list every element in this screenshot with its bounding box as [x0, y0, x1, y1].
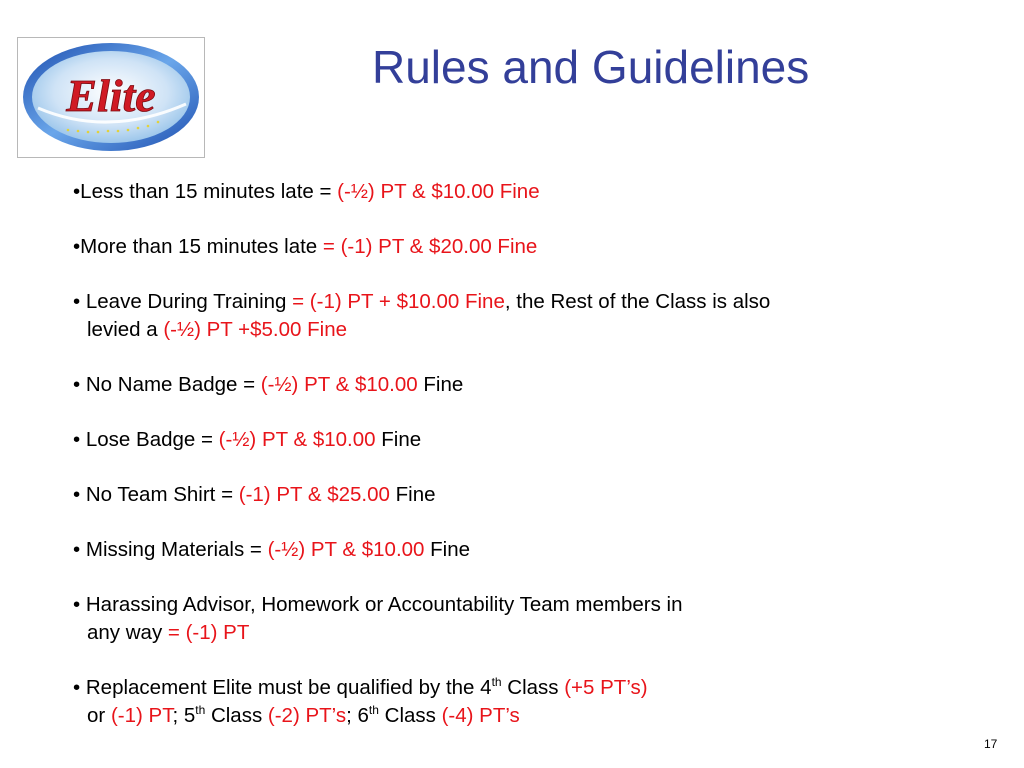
- list-item: • No Team Shirt = (-1) PT & $25.00 Fine: [73, 483, 436, 506]
- list-item: • Harassing Advisor, Homework or Accountability Team members in: [73, 593, 683, 616]
- list-item: •More than 15 minutes late = (-1) PT & $20.00 Fine: [73, 235, 538, 258]
- list-item: • Lose Badge = (-½) PT & $10.00 Fine: [73, 428, 422, 451]
- list-item: • No Name Badge = (-½) PT & $10.00 Fine: [73, 373, 464, 396]
- list-item: • Replacement Elite must be qualified by the 4th Class (+5 PT’s): [73, 675, 648, 699]
- page-number: 17: [984, 737, 998, 751]
- elite-logo: [17, 37, 205, 158]
- list-item-continuation: any way = (-1) PT: [87, 621, 250, 644]
- list-item: •Less than 15 minutes late = (-½) PT & $10.00 Fine: [73, 180, 540, 203]
- list-item-continuation: levied a (-½) PT +$5.00 Fine: [87, 318, 347, 341]
- list-item: • Leave During Training = (-1) PT + $10.00 Fine, the Rest of the Class is also: [73, 290, 771, 313]
- list-item: • Missing Materials = (-½) PT & $10.00 Fine: [73, 538, 471, 561]
- list-item-continuation: or (-1) PT; 5th Class (-2) PT’s; 6th Class (-4) PT’s: [87, 703, 520, 727]
- logo-wordmark: Elite: [66, 70, 156, 121]
- page-title: Rules and Guidelines: [372, 41, 810, 93]
- elite-logo-graphic: [18, 38, 204, 157]
